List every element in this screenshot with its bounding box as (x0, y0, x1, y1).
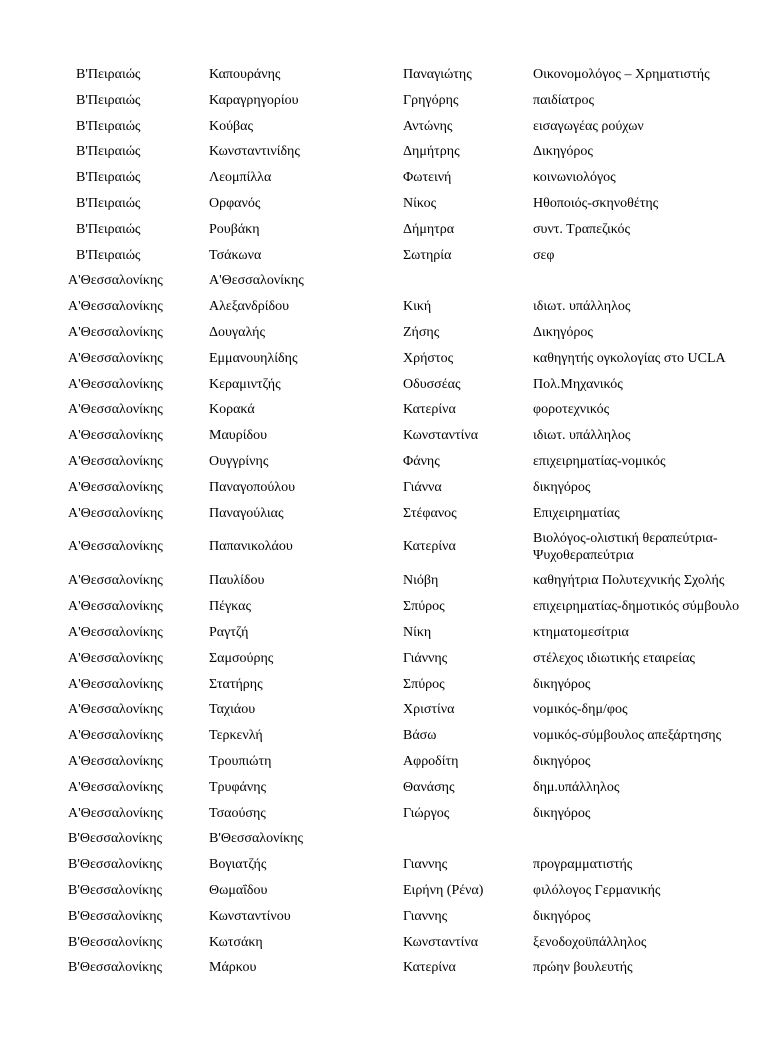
region-cell: Β'Πειραιώς (76, 221, 141, 237)
name-cell: Σπύρος (403, 676, 445, 692)
name-cell: Θανάσης (403, 779, 455, 795)
name-cell: Γιάννης (403, 650, 448, 666)
name-cell: Κατερίνα (403, 960, 456, 976)
occupation-cell: ιδιωτ. υπάλληλος (533, 299, 631, 315)
surname-cell: Στατήρης (209, 676, 263, 692)
table-row (0, 62, 762, 88)
name-cell: Στέφανος (403, 505, 457, 521)
surname-cell: Καραγρηγορίου (209, 92, 299, 108)
region-cell: Α'Θεσσαλονίκης (68, 324, 163, 340)
name-cell: Χριστίνα (403, 702, 455, 718)
table-row (0, 268, 762, 294)
occupation-cell: επιχειρηματίας-δημοτικός σύμβουλο (533, 599, 740, 615)
region-cell: Β'Θεσσαλονίκης (68, 882, 163, 898)
occupation-cell: στέλεχος ιδιωτικής εταιρείας (533, 650, 695, 666)
name-cell: Γιαννης (403, 908, 448, 924)
region-cell: Β'Πειραιώς (76, 92, 141, 108)
surname-cell: Β'Θεσσαλονίκης (209, 831, 304, 847)
name-cell: Φάνης (403, 453, 440, 469)
occupation-cell: προγραμματιστής (533, 857, 633, 873)
name-cell: Βάσω (403, 728, 437, 744)
region-cell: Α'Θεσσαλονίκης (68, 676, 163, 692)
surname-cell: Δουγαλής (209, 324, 265, 340)
table-row (0, 501, 762, 527)
surname-cell: Αλεξανδρίδου (209, 299, 290, 315)
surname-cell: Τρυφάνης (209, 779, 267, 795)
surname-cell: Ουγγρίνης (209, 453, 269, 469)
surname-cell: Μάρκου (209, 960, 257, 976)
occupation-cell: Δικηγόρος (533, 144, 593, 160)
surname-cell: Παπανικολάου (209, 539, 293, 555)
region-cell: Α'Θεσσαλονίκης (68, 299, 163, 315)
occupation-cell: καθηγητής ογκολογίας στο UCLA (533, 350, 726, 366)
occupation-cell: πρώην βουλευτής (533, 960, 633, 976)
region-cell: Α'Θεσσαλονίκης (68, 650, 163, 666)
region-cell: Α'Θεσσαλονίκης (68, 453, 163, 469)
occupation-cell: Δικηγόρος (533, 324, 593, 340)
occupation-cell: κτηματομεσίτρια (533, 624, 629, 640)
occupation-cell: παιδίατρος (533, 92, 595, 108)
occupation-cell: Βιολόγος-ολιστική θεραπεύτρια-Ψυχοθεραπεύτρια (533, 531, 718, 564)
table-row (0, 620, 762, 646)
occupation-cell: Πολ.Μηχανικός (533, 376, 623, 392)
name-cell: Γιώργος (403, 805, 450, 821)
occupation-cell: δημ.υπάλληλος (533, 779, 620, 795)
table-row (0, 423, 762, 449)
occupation-cell: ιδιωτ. υπάλληλος (533, 428, 631, 444)
region-cell: Α'Θεσσαλονίκης (68, 624, 163, 640)
occupation-cell: νομικός-σύμβουλος απεξάρτησης (533, 728, 722, 744)
surname-cell: Τρουπιώτη (209, 753, 272, 769)
candidate-table (0, 62, 762, 981)
region-cell: Β'Πειραιώς (76, 67, 141, 82)
table-row (0, 955, 762, 981)
region-cell: Α'Θεσσαλονίκης (68, 505, 163, 521)
occupation-cell: δικηγόρος (533, 479, 591, 495)
surname-cell: Κωνσταντινίδης (209, 144, 300, 160)
name-cell: Σωτηρία (403, 247, 452, 263)
occupation-cell: Οικονομολόγος – Χρηματιστής (533, 67, 710, 82)
name-cell: Οδυσσέας (403, 376, 461, 392)
table-row (0, 878, 762, 904)
region-cell: Α'Θεσσαλονίκης (68, 376, 163, 392)
region-cell: Β'Πειραιώς (76, 195, 141, 211)
region-cell: Α'Θεσσαλονίκης (68, 702, 163, 718)
table-row (0, 723, 762, 749)
table-row (0, 526, 762, 568)
name-cell: Κική (403, 299, 432, 315)
table-row (0, 294, 762, 320)
table-row (0, 346, 762, 372)
name-cell: Φωτεινή (403, 170, 452, 186)
name-cell: Κατερίνα (403, 402, 456, 418)
region-cell: Α'Θεσσαλονίκης (68, 350, 163, 366)
surname-cell: Λεομπίλλα (209, 170, 272, 186)
surname-cell: Παναγούλιας (209, 505, 284, 521)
surname-cell: Βογιατζής (209, 857, 267, 873)
table-row (0, 243, 762, 269)
region-cell: Α'Θεσσαλονίκης (68, 273, 163, 289)
name-cell: Σπύρος (403, 599, 445, 615)
table-row (0, 165, 762, 191)
region-cell: Α'Θεσσαλονίκης (68, 479, 163, 495)
occupation-cell: νομικός-δημ/φος (533, 702, 628, 718)
surname-cell: Τσαούσης (209, 805, 266, 821)
table-row (0, 88, 762, 114)
surname-cell: Α'Θεσσαλονίκης (209, 273, 304, 289)
table-row (0, 139, 762, 165)
surname-cell: Κεραμιντζής (209, 376, 281, 392)
table-row (0, 852, 762, 878)
region-cell: Α'Θεσσαλονίκης (68, 805, 163, 821)
region-cell: Α'Θεσσαλονίκης (68, 539, 163, 555)
occupation-cell: δικηγόρος (533, 753, 591, 769)
table-row (0, 930, 762, 956)
surname-cell: Ορφανός (209, 195, 261, 211)
region-cell: Α'Θεσσαλονίκης (68, 779, 163, 795)
region-cell: Α'Θεσσαλονίκης (68, 428, 163, 444)
occupation-cell: σεφ (533, 247, 555, 263)
table-row (0, 320, 762, 346)
surname-cell: Τερκενλή (209, 728, 263, 744)
occupation-cell: συντ. Τραπεζικός (533, 221, 631, 237)
region-cell: Β'Θεσσαλονίκης (68, 831, 163, 847)
table-row (0, 568, 762, 594)
region-cell: Β'Πειραιώς (76, 247, 141, 263)
occupation-cell: φιλόλογος Γερμανικής (533, 882, 661, 898)
surname-cell: Εμμανουηλίδης (209, 350, 298, 366)
name-cell: Κωνσταντίνα (403, 934, 479, 950)
name-cell: Αφροδίτη (403, 753, 459, 769)
table-row (0, 397, 762, 423)
table-row (0, 775, 762, 801)
name-cell: Γρηγόρης (403, 92, 459, 108)
table-row (0, 217, 762, 243)
occupation-cell: Επιχειρηματίας (533, 505, 620, 521)
surname-cell: Παναγοπούλου (209, 479, 296, 495)
name-cell: Παναγιώτης (403, 67, 472, 82)
region-cell: Β'Πειραιώς (76, 118, 141, 134)
surname-cell: Καπουράνης (209, 67, 281, 82)
surname-cell: Ραγτζή (209, 624, 249, 640)
surname-cell: Πέγκας (209, 599, 251, 615)
table-row (0, 697, 762, 723)
surname-cell: Κορακά (209, 402, 255, 418)
surname-cell: Κωνσταντίνου (209, 908, 291, 924)
name-cell: Νίκη (403, 624, 432, 640)
region-cell: Β'Θεσσαλονίκης (68, 934, 163, 950)
occupation-cell: ξενοδοχοϋπάλληλος (533, 934, 647, 950)
surname-cell: Τσάκωνα (209, 247, 262, 263)
occupation-cell: φοροτεχνικός (533, 402, 610, 418)
surname-cell: Κούβας (209, 118, 254, 134)
name-cell: Νίκος (403, 195, 437, 211)
occupation-cell: εισαγωγέας ρούχων (533, 118, 644, 134)
occupation-cell: δικηγόρος (533, 676, 591, 692)
region-cell: Α'Θεσσαλονίκης (68, 402, 163, 418)
name-cell: Νιόβη (403, 573, 439, 589)
occupation-cell: επιχειρηματίας-νομικός (533, 453, 666, 469)
occupation-cell: κοινωνιολόγος (533, 170, 616, 186)
table-row (0, 646, 762, 672)
surname-cell: Ταχιάου (209, 702, 256, 718)
occupation-cell: δικηγόρος (533, 908, 591, 924)
region-cell: Β'Πειραιώς (76, 170, 141, 186)
name-cell: Κατερίνα (403, 539, 456, 555)
name-cell: Χρήστος (403, 350, 454, 366)
name-cell: Κωνσταντίνα (403, 428, 479, 444)
occupation-cell: καθηγήτρια Πολυτεχνικής Σχολής (533, 573, 725, 589)
region-cell: Α'Θεσσαλονίκης (68, 753, 163, 769)
surname-cell: Μαυρίδου (209, 428, 267, 444)
table-row (0, 904, 762, 930)
name-cell: Γιάννα (403, 479, 442, 495)
surname-cell: Κωτσάκη (209, 934, 263, 950)
surname-cell: Σαμσούρης (209, 650, 274, 666)
table-row (0, 801, 762, 827)
table-row (0, 449, 762, 475)
occupation-cell: δικηγόρος (533, 805, 591, 821)
table-row (0, 191, 762, 217)
region-cell: Β'Θεσσαλονίκης (68, 960, 163, 976)
table-row (0, 114, 762, 140)
table-row (0, 475, 762, 501)
region-cell: Α'Θεσσαλονίκης (68, 573, 163, 589)
table-row (0, 826, 762, 852)
name-cell: Ειρήνη (Ρένα) (403, 882, 484, 898)
region-cell: Α'Θεσσαλονίκης (68, 599, 163, 615)
region-cell: Β'Πειραιώς (76, 144, 141, 160)
name-cell: Δημήτρης (403, 144, 460, 160)
table-row (0, 749, 762, 775)
table-row (0, 372, 762, 398)
name-cell: Αντώνης (403, 118, 453, 134)
occupation-cell: Ηθοποιός-σκηνοθέτης (533, 195, 659, 211)
region-cell: Β'Θεσσαλονίκης (68, 857, 163, 873)
name-cell: Δήμητρα (403, 221, 455, 237)
surname-cell: Θωμαΐδου (209, 882, 268, 898)
surname-cell: Παυλίδου (209, 573, 265, 589)
name-cell: Γιαννης (403, 857, 448, 873)
surname-cell: Ρουβάκη (209, 221, 260, 237)
name-cell: Ζήσης (403, 324, 440, 340)
table-row (0, 672, 762, 698)
table-row (0, 594, 762, 620)
region-cell: Β'Θεσσαλονίκης (68, 908, 163, 924)
region-cell: Α'Θεσσαλονίκης (68, 728, 163, 744)
